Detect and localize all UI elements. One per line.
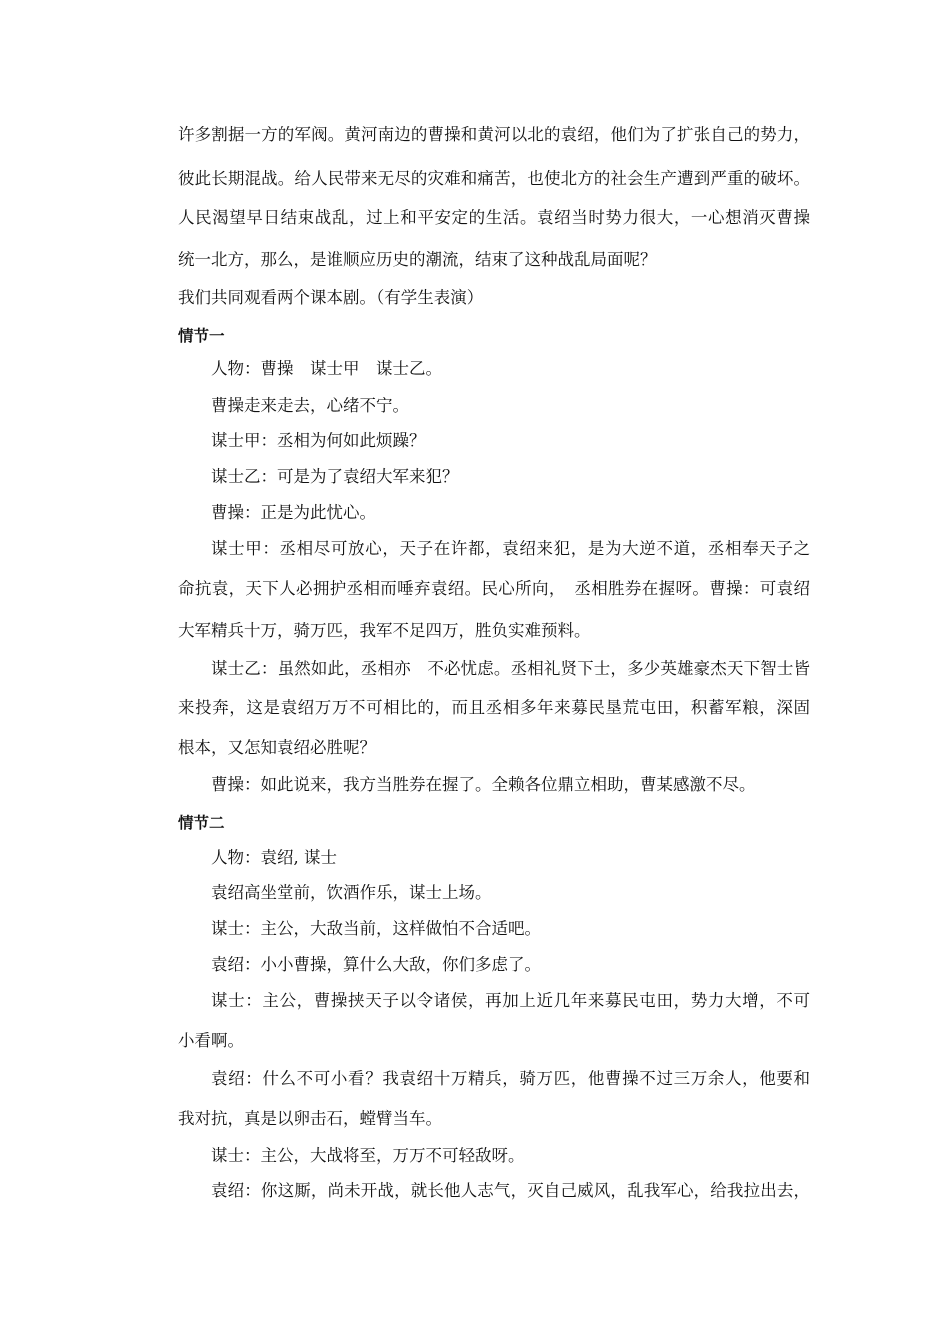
scene1-line-10: 来投奔，这是袁绍万万不可相比的，而且丞相多年来募民垦荒屯田，积蓄军粮，深固 [178,698,810,717]
scene1-line-4: 谋士乙：可是为了袁绍大军来犯？ [211,467,459,486]
scene2-line-4: 袁绍：小小曹操，算什么大敌，你们多虑了。 [211,955,541,974]
intro-line-2: 彼此长期混战。给人民带来无尽的灾难和痛苦，也使北方的社会生产遭到严重的破坏。 [178,169,810,188]
scene1-line-8: 大军精兵十万，骑万匹，我军不足四万，胜负实难预料。 [178,621,591,640]
scene1-line-12: 曹操：如此说来，我方当胜券在握了。全赖各位鼎立相助，曹某感激不尽。 [211,775,756,794]
scene1-line-1: 人物：曹操 谋士甲 谋士乙。 [211,359,442,378]
intro-line-1: 许多割据一方的军阀。黄河南边的曹操和黄河以北的袁绍，他们为了扩张自己的势力， [178,125,810,144]
scene1-line-3: 谋士甲：丞相为何如此烦躁？ [211,431,426,450]
scene2-line-8: 我对抗，真是以卵击石，螳臂当车。 [178,1109,442,1128]
scene2-line-1: 人物：袁绍, 谋士 [211,848,337,867]
scene2-line-5: 谋士：主公，曹操挟天子以令诸侯，再加上近几年来募民屯田，势力大增，不可 [211,991,810,1010]
scene2-line-9: 谋士：主公，大战将至，万万不可轻敌呀。 [211,1146,525,1165]
intro-watch-line: 我们共同观看两个课本剧。（有学生表演） [178,288,484,307]
scene2-line-6: 小看啊。 [178,1031,244,1050]
scene2-heading: 情节二 [178,814,225,832]
scene1-line-2: 曹操走来走去，心绪不宁。 [211,396,409,415]
scene1-heading: 情节一 [178,327,225,345]
scene1-line-5: 曹操：正是为此忧心。 [211,503,376,522]
scene2-line-10: 袁绍：你这厮，尚未开战，就长他人志气，灭自己威风，乱我军心，给我拉出去， [211,1181,810,1200]
intro-line-3: 人民渴望早日结束战乱，过上和平安定的生活。袁绍当时势力很大，一心想消灭曹操 [178,208,810,227]
scene2-line-7: 袁绍：什么不可小看？我袁绍十万精兵，骑万匹，他曹操不过三万余人，他要和 [211,1069,810,1088]
scene2-line-3: 谋士：主公，大敌当前，这样做怕不合适吧。 [211,919,541,938]
scene1-line-6: 谋士甲：丞相尽可放心，天子在许都，袁绍来犯，是为大逆不道，丞相奉天子之 [211,539,810,558]
scene2-line-2: 袁绍高坐堂前，饮酒作乐，谋士上场。 [211,883,492,902]
intro-line-4: 统一北方，那么，是谁顺应历史的潮流，结束了这种战乱局面呢？ [178,250,657,269]
scene1-line-9: 谋士乙：虽然如此，丞相亦 不必忧虑。丞相礼贤下士，多少英雄豪杰天下智士皆 [211,659,810,678]
scene1-line-7: 命抗袁，天下人必拥护丞相而唾弃袁绍。民心所向， 丞相胜券在握呀。曹操：可袁绍 [178,579,810,598]
scene1-line-11: 根本，又怎知袁绍必胜呢？ [178,738,376,757]
